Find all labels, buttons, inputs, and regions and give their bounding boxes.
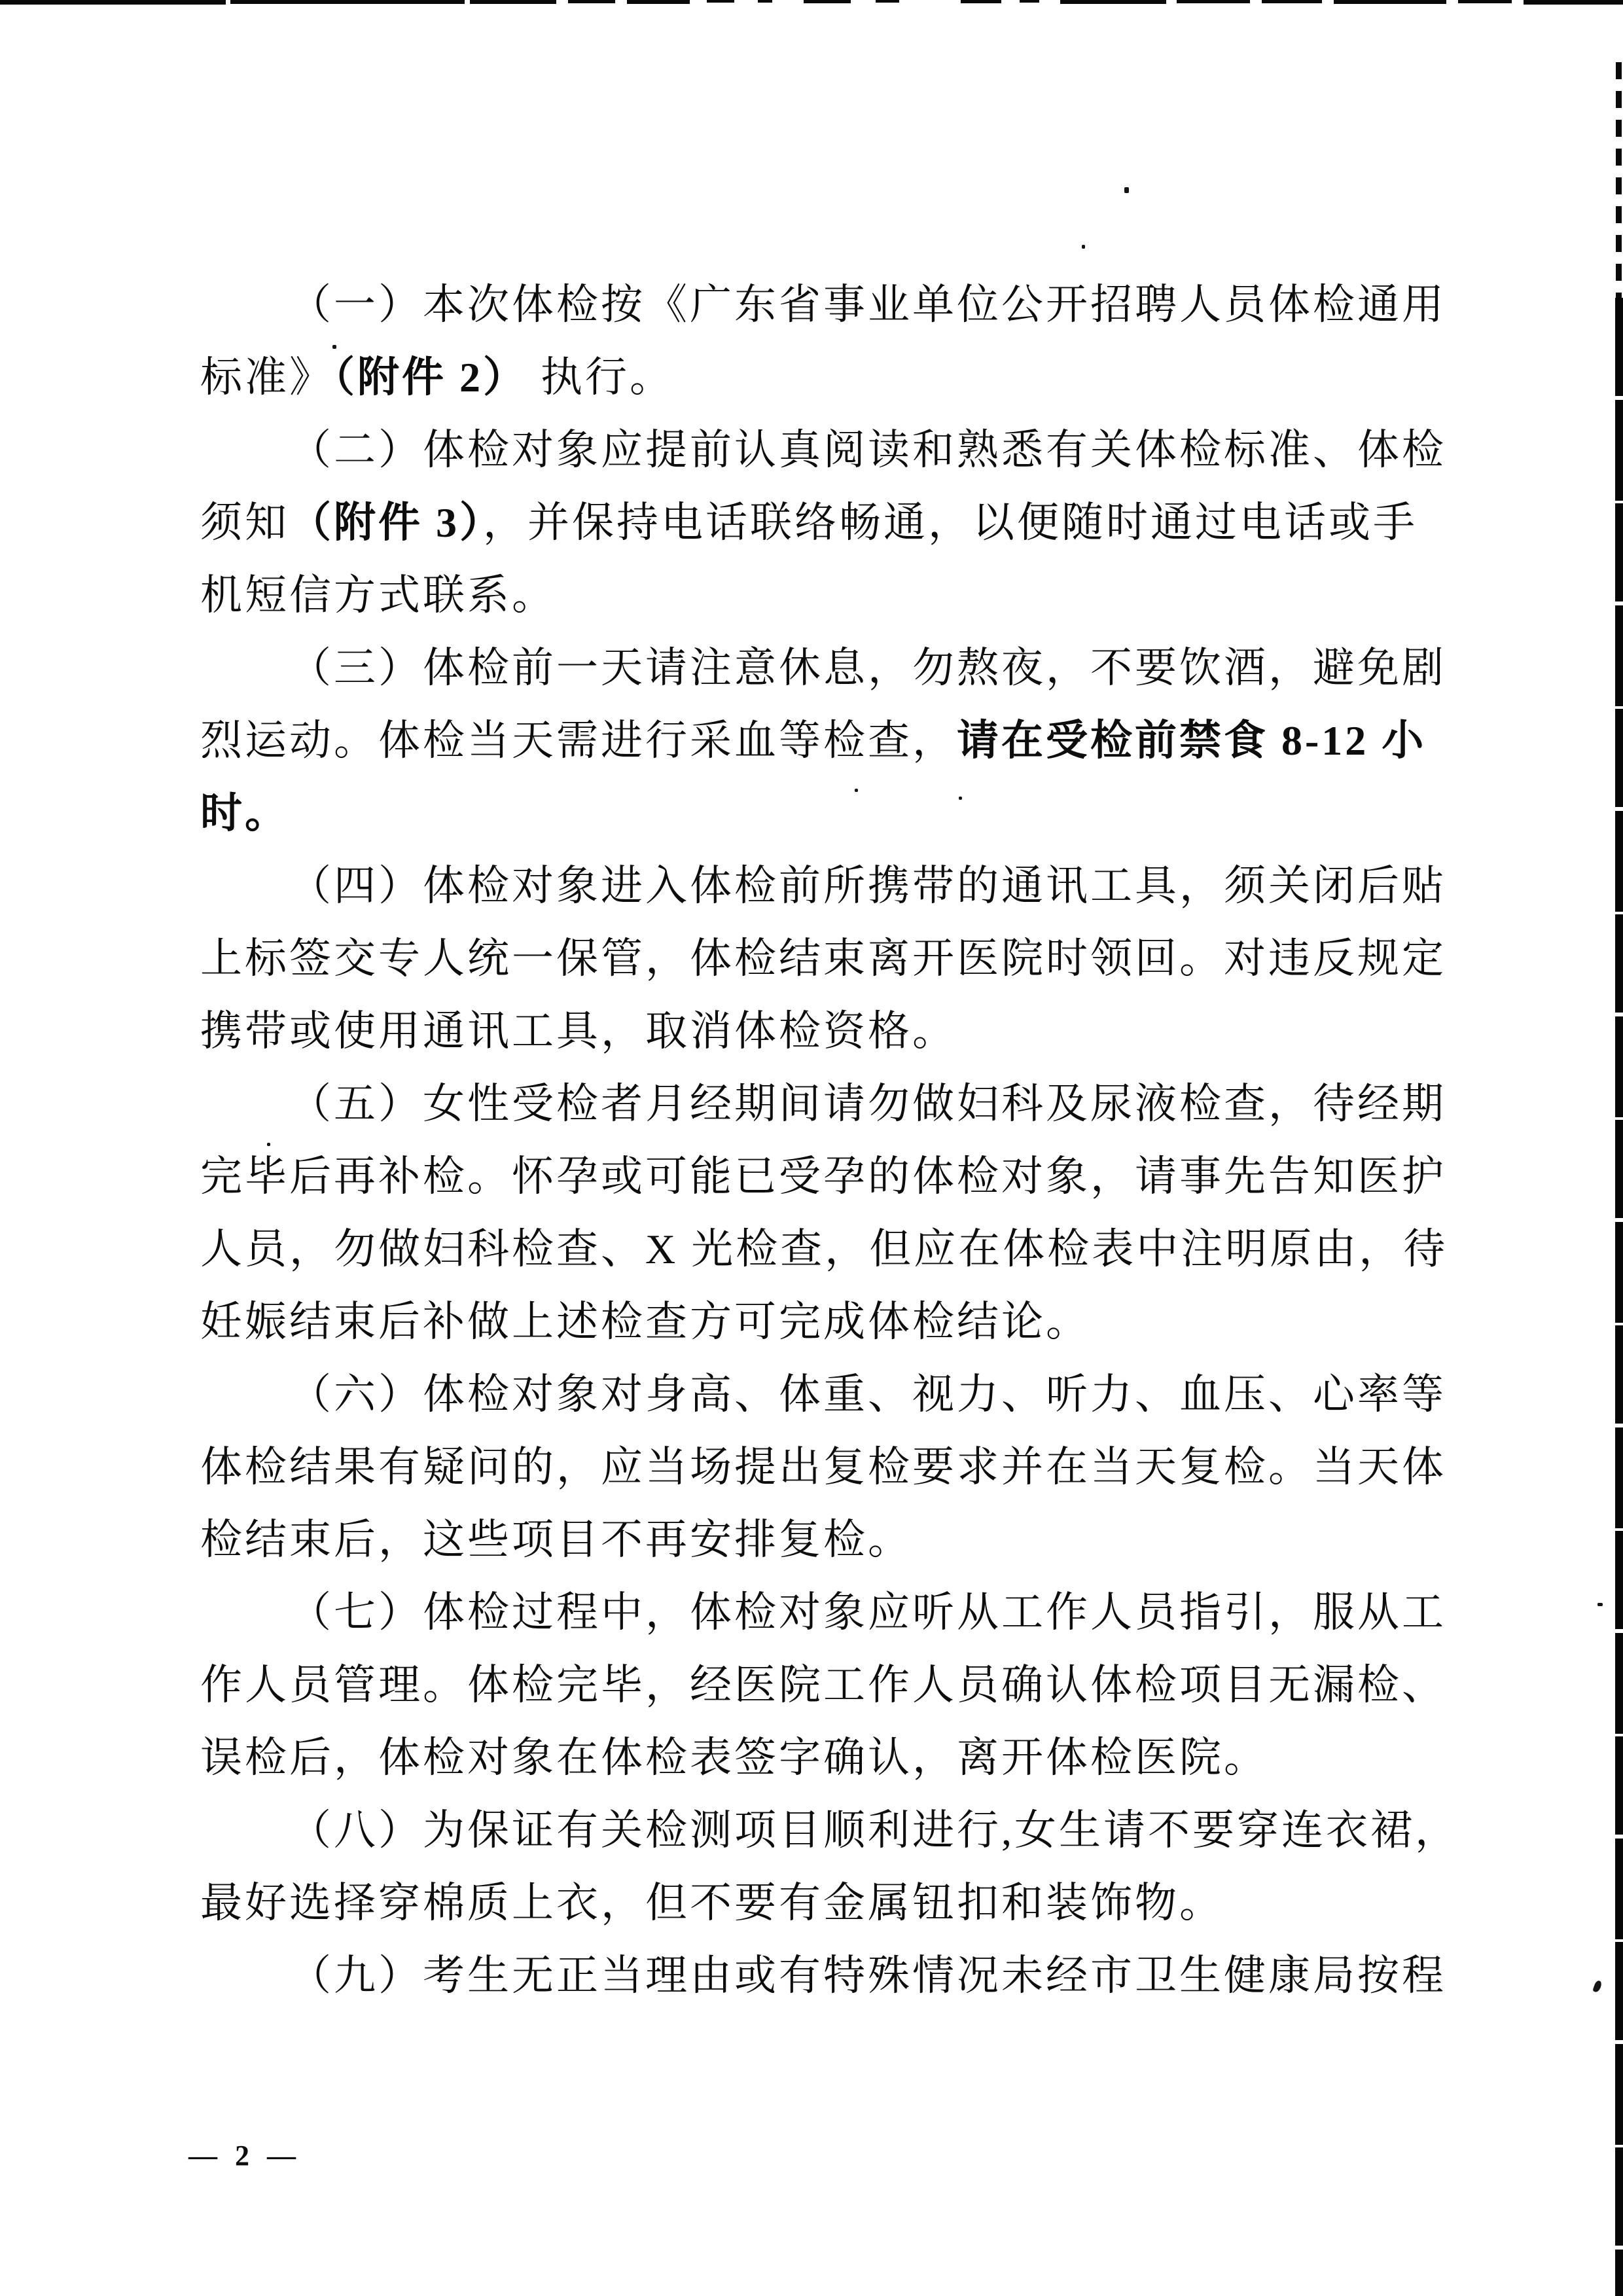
- scan-speck-comma: [1592, 1980, 1603, 1993]
- text-run: 误检后，体检对象在体检表签字确认，离开体检医院。: [200, 1734, 1268, 1781]
- text-line: [200, 1649, 1463, 1721]
- text-run: 须知: [200, 499, 289, 546]
- text-run: （九）考生无正当理由或有特殊情况未经市卫生健康局按程: [289, 1952, 1446, 1999]
- text-run: 检结束后，这些项目不再安排复检。: [200, 1516, 912, 1563]
- scan-artifact-right-edge-dashed: [1616, 62, 1622, 298]
- text-run: 最好选择穿棉质上衣，但不要有金属钮扣和装饰物。: [200, 1880, 1224, 1926]
- text-run: 烈运动。体检当天需进行采血等检查，: [200, 717, 957, 764]
- text-line-paragraph-start: [200, 268, 1463, 341]
- text-line: [200, 1213, 1463, 1285]
- text-line-paragraph-start: [200, 632, 1463, 704]
- text-line: [200, 1721, 1463, 1794]
- text-run: 上标签交专人统一保管，体检结束离开医院时领回。对违反规定: [200, 935, 1446, 982]
- text-run: 作人员管理。体检完毕，经医院工作人员确认体检项目无漏检、: [200, 1662, 1446, 1708]
- text-line: [200, 922, 1463, 995]
- text-run: 体检结果有疑问的，应当场提出复检要求并在当天复检。当天体: [200, 1444, 1446, 1490]
- text-run-bold: （附件 3）: [289, 499, 483, 546]
- scan-speck: [1597, 1603, 1603, 1606]
- text-line-paragraph-start: [200, 850, 1463, 922]
- text-run: （七）体检过程中，体检对象应听从工作人员指引，服从工: [289, 1589, 1446, 1636]
- text-line-paragraph-start: [200, 1939, 1463, 2012]
- text-line: [200, 995, 1463, 1067]
- text-line: [200, 1503, 1463, 1576]
- text-line-paragraph-start: [200, 414, 1463, 486]
- text-run: （八）为保证有关检测项目顺利进行,女生请不要穿连衣裙，: [289, 1807, 1459, 1854]
- text-line: [200, 704, 1463, 777]
- text-run: （五）女性受检者月经期间请勿做妇科及尿液检查，待经期: [289, 1081, 1446, 1127]
- text-run: （二）体检对象应提前认真阅读和熟悉有关体检标准、体检: [289, 427, 1446, 473]
- text-line-paragraph-start: [200, 1358, 1463, 1431]
- page-number: — 2 —: [188, 2140, 301, 2172]
- body-text: [200, 268, 1463, 2012]
- text-line: [200, 1431, 1463, 1503]
- text-run: 机短信方式联系。: [200, 572, 556, 619]
- text-line: [200, 777, 1463, 850]
- scan-artifact-top-edge: [0, 0, 1623, 8]
- text-line: [200, 1867, 1463, 1939]
- text-run-bold: （附件 2）: [334, 354, 527, 401]
- text-run: （一）本次体检按《广东省事业单位公开招聘人员体检通用: [289, 281, 1446, 328]
- text-run: 完毕后再补检。怀孕或可能已受孕的体检对象，请事先告知医护: [200, 1153, 1446, 1200]
- text-line: [200, 559, 1463, 632]
- text-run-bold: 时。: [200, 790, 289, 836]
- text-line-paragraph-start: [200, 1067, 1463, 1140]
- text-run: （四）体检对象进入体检前所携带的通讯工具，须关闭后贴: [289, 863, 1446, 909]
- text-run: 标准》: [200, 354, 334, 401]
- scan-speck: [1082, 245, 1085, 249]
- text-run: 执行。: [527, 354, 674, 401]
- text-line-paragraph-start: [200, 1794, 1463, 1867]
- text-run: （六）体检对象对身高、体重、视力、听力、血压、心率等: [289, 1371, 1446, 1418]
- text-run-bold: 请在受检前禁食 8-12 小: [957, 717, 1427, 764]
- text-line-paragraph-start: [200, 1576, 1463, 1649]
- scan-artifact-right-edge-solid: [1615, 298, 1623, 2296]
- text-run: 妊娠结束后补做上述检查方可完成体检结论。: [200, 1299, 1090, 1345]
- text-line: [200, 341, 1463, 414]
- text-run: 人员，勿做妇科检查、X 光检查，但应在体检表中注明原由，待: [200, 1226, 1448, 1272]
- text-run: 携带或使用通讯工具，取消体检资格。: [200, 1008, 957, 1054]
- text-line: [200, 1285, 1463, 1358]
- scan-speck: [1124, 187, 1129, 193]
- text-line: [200, 1140, 1463, 1213]
- text-run: ，并保持电话联络畅通，以便随时通过电话或手: [483, 499, 1418, 546]
- text-line: [200, 486, 1463, 559]
- text-run: （三）体检前一天请注意休息，勿熬夜，不要饮酒，避免剧: [289, 645, 1446, 691]
